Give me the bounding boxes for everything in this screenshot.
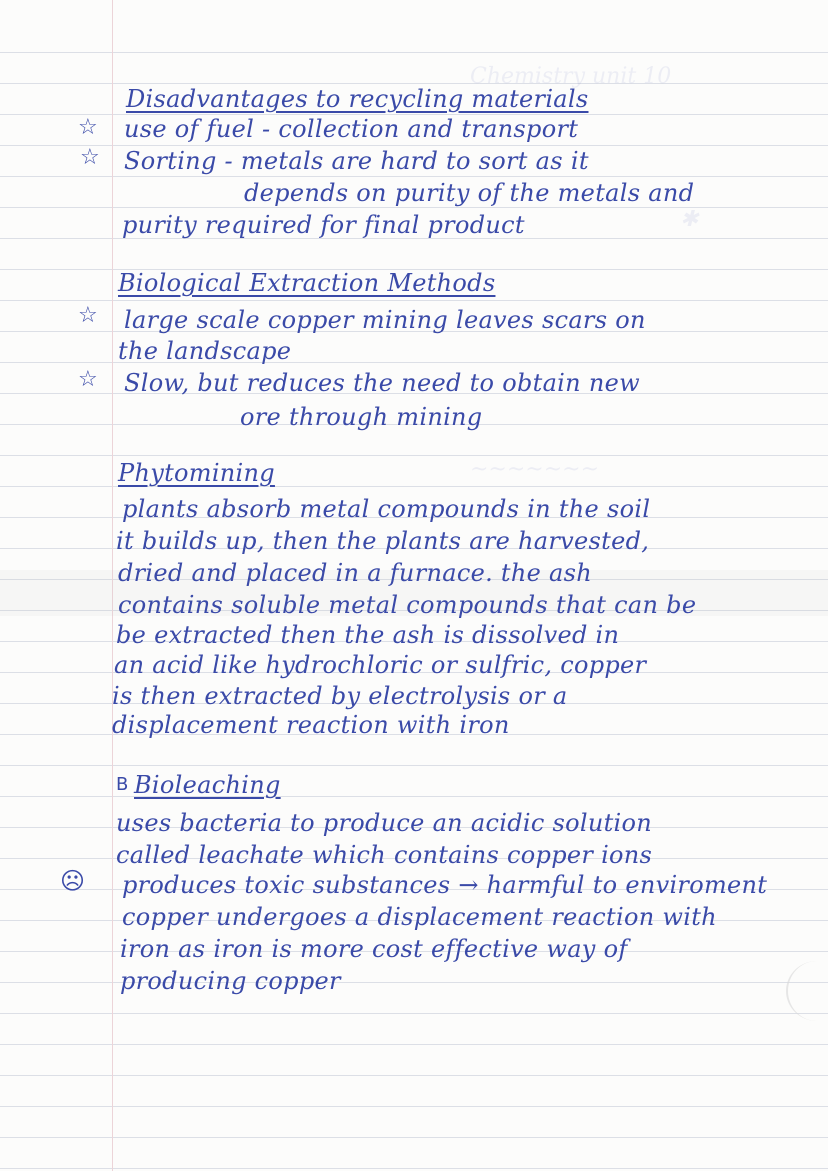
heading-biological-extraction: Biological Extraction Methods bbox=[118, 269, 496, 297]
b-prefix-mark: B bbox=[116, 774, 129, 795]
heading-phytomining: Phytomining bbox=[118, 459, 275, 487]
note-line: called leachate which contains copper ions bbox=[116, 841, 653, 869]
star-bullet-icon: ☆ bbox=[78, 367, 98, 392]
star-bullet-icon: ☆ bbox=[80, 145, 100, 170]
note-line: iron as iron is more cost effective way of bbox=[120, 935, 628, 963]
note-line: Sorting - metals are hard to sort as it bbox=[124, 147, 589, 175]
note-line: uses bacteria to produce an acidic solution bbox=[116, 809, 653, 837]
note-line: contains soluble metal compounds that can be bbox=[118, 591, 697, 619]
sad-face-icon: ☹ bbox=[60, 867, 86, 895]
star-bullet-icon: ☆ bbox=[78, 115, 98, 140]
note-line: dried and placed in a furnace. the ash bbox=[118, 559, 593, 587]
note-line: producing copper bbox=[120, 967, 341, 995]
note-line: depends on purity of the metals and bbox=[244, 179, 695, 207]
note-line: Slow, but reduces the need to obtain new bbox=[124, 369, 640, 397]
note-line: use of fuel - collection and transport bbox=[124, 115, 579, 143]
note-line: it builds up, then the plants are harvested, bbox=[116, 527, 650, 555]
bleed-through-text: Chemistry unit 10 bbox=[470, 64, 672, 89]
heading-disadvantages-recycling: Disadvantages to recycling materials bbox=[126, 85, 589, 113]
note-line: ore through mining bbox=[240, 403, 483, 431]
bleed-through-text: ~~~~~~~ bbox=[470, 457, 600, 482]
star-bullet-icon: ☆ bbox=[78, 303, 98, 328]
note-line: purity required for final product bbox=[122, 211, 525, 239]
note-line: produces toxic substances → harmful to enviroment bbox=[122, 871, 768, 899]
heading-bioleaching: Bioleaching bbox=[134, 771, 281, 799]
note-line: copper undergoes a displacement reaction with bbox=[122, 903, 717, 931]
note-line: the landscape bbox=[118, 337, 292, 365]
note-line: an acid like hydrochloric or sulfric, copper bbox=[114, 651, 647, 679]
note-line: be extracted then the ash is dissolved in bbox=[116, 621, 620, 649]
page-curl bbox=[786, 961, 828, 1021]
bleed-through-text: ✱ bbox=[680, 207, 699, 232]
note-line: displacement reaction with iron bbox=[112, 711, 510, 739]
note-line: large scale copper mining leaves scars on bbox=[124, 306, 646, 334]
note-line: is then extracted by electrolysis or a bbox=[112, 682, 568, 710]
note-line: plants absorb metal compounds in the soil bbox=[122, 495, 651, 523]
